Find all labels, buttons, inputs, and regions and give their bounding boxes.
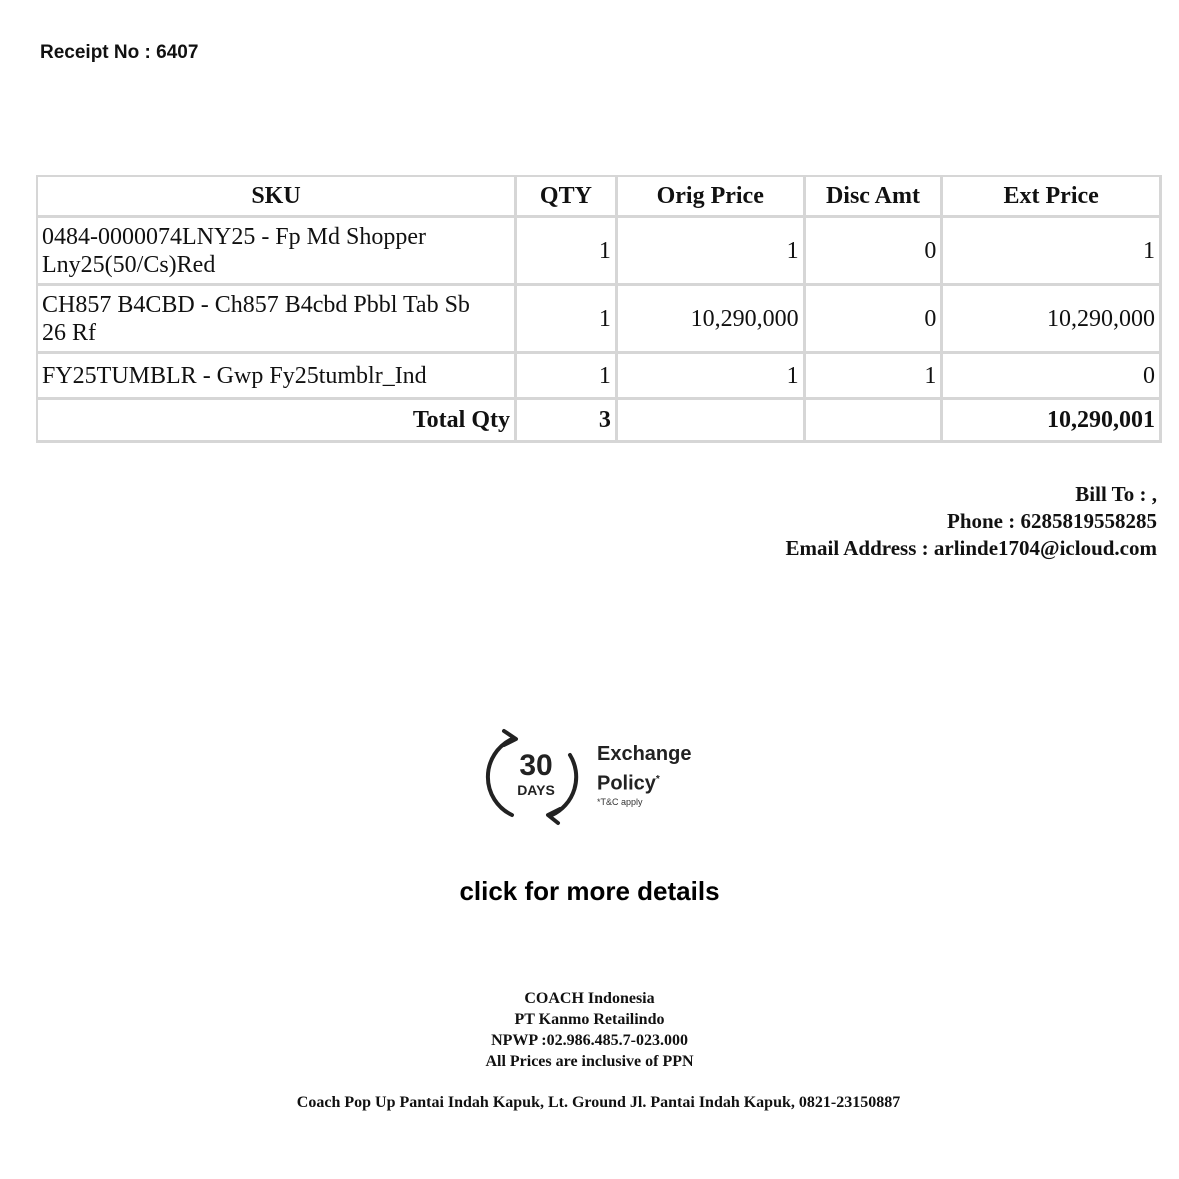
bill-to-line: Bill To : ,: [1075, 482, 1157, 506]
sku-cell: [38, 354, 517, 400]
sku-cell: [38, 218, 517, 286]
header-ext-price: Ext Price: [943, 177, 1162, 218]
ext-price-cell: 1: [943, 218, 1162, 286]
exchange-cycle-icon: [482, 727, 592, 827]
ext-price-cell: 0: [943, 354, 1162, 400]
disc-amt-cell: 0: [806, 218, 944, 286]
policy-title-line1: Exchange: [597, 743, 692, 765]
table-row: [38, 218, 1162, 286]
footer-npwp: NPWP :02.986.485.7-023.000: [491, 1032, 688, 1049]
sku-line: 26 Rf: [42, 319, 96, 346]
orig-price-cell: 10,290,000: [618, 286, 806, 354]
days-number: 30: [519, 749, 553, 782]
header-disc-amt: Disc Amt: [806, 177, 944, 218]
qty-cell: 1: [517, 218, 618, 286]
ext-price-cell: 10,290,000: [943, 286, 1162, 354]
orig-price-cell: 1: [618, 354, 806, 400]
email-line: Email Address : arlinde1704@icloud.com: [785, 536, 1157, 560]
policy-note: *T&C apply: [597, 797, 643, 807]
footer-entity: PT Kanmo Retailindo: [514, 1011, 665, 1028]
phone-line: Phone : 6285819558285: [947, 509, 1157, 533]
policy-title-line2: Policy: [597, 772, 656, 795]
total-orig-price-empty: [618, 400, 806, 443]
footer-company: COACH Indonesia: [524, 990, 655, 1007]
sku-line: 0484-0000074LNY25 - Fp Md Shopper: [42, 223, 426, 250]
table-row: [38, 286, 1162, 354]
total-disc-amt-empty: [806, 400, 944, 443]
footer-tax-note: All Prices are inclusive of PPN: [485, 1053, 694, 1070]
receipt-number: Receipt No : 6407: [40, 42, 199, 63]
total-qty: 3: [517, 400, 618, 443]
disc-amt-cell: 0: [806, 286, 944, 354]
footer-block: [0, 988, 1179, 1072]
sku-line: Lny25(50/Cs)Red: [42, 251, 216, 278]
policy-title-mark: *: [655, 774, 660, 785]
total-label: Total Qty: [38, 400, 517, 443]
bill-to-block: [786, 481, 1158, 562]
store-address: Coach Pop Up Pantai Indah Kapuk, Lt. Ground Jl. Pantai Indah Kapuk, 0821-23150887: [296, 1094, 901, 1111]
total-row: [38, 400, 1162, 443]
sku-line: CH857 B4CBD - Ch857 B4cbd Pbbl Tab Sb: [42, 291, 470, 318]
header-orig-price: Orig Price: [618, 177, 806, 218]
items-table: [36, 175, 1162, 443]
table-header-row: [38, 177, 1162, 218]
sku-line: FY25TUMBLR - Gwp Fy25tumblr_Ind: [42, 362, 427, 389]
policy-title: [597, 742, 691, 797]
header-qty: QTY: [517, 177, 618, 218]
total-ext-price: 10,290,001: [943, 400, 1162, 443]
disc-amt-cell: 1: [806, 354, 944, 400]
header-sku: SKU: [38, 177, 517, 218]
days-label: DAYS: [517, 782, 555, 798]
sku-cell: [38, 286, 517, 354]
more-details-link[interactable]: click for more details: [459, 876, 720, 906]
exchange-policy-badge[interactable]: [482, 727, 722, 827]
qty-cell: 1: [517, 354, 618, 400]
qty-cell: 1: [517, 286, 618, 354]
table-row: [38, 354, 1162, 400]
orig-price-cell: 1: [618, 218, 806, 286]
